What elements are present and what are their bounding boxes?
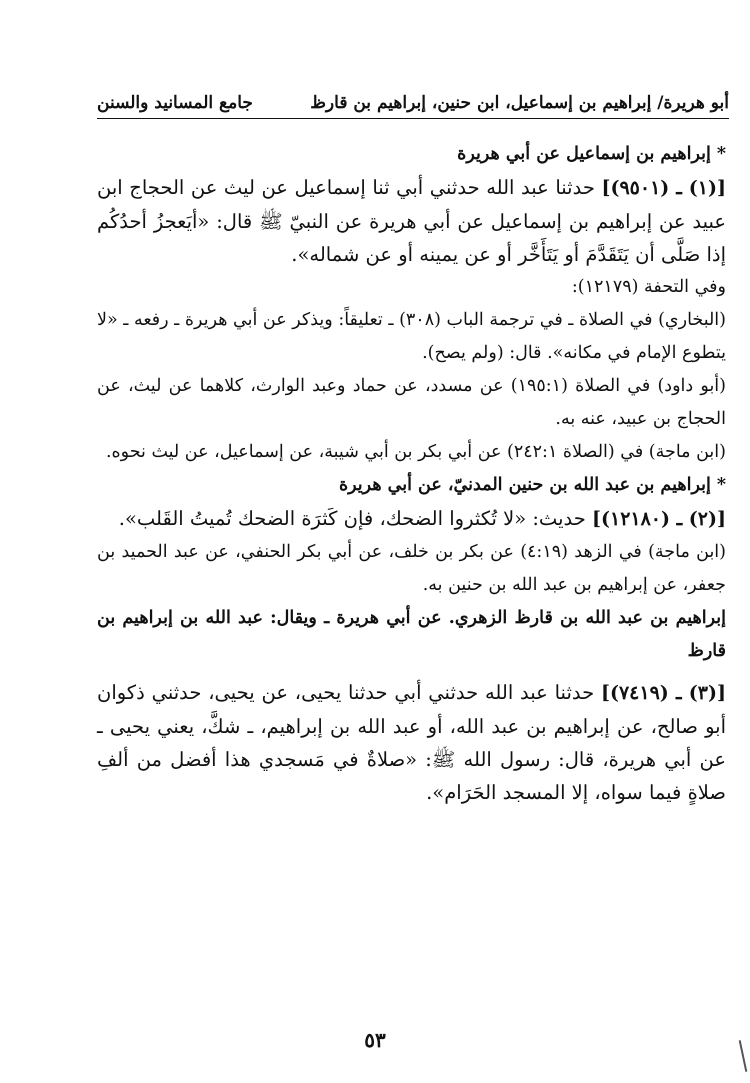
- header-divider: [97, 118, 729, 119]
- hadith-number: [(١) ـ (٩٥٠١)]: [601, 177, 726, 199]
- tuhfa-reference: وفي التحفة (١٢١٧٩):: [571, 277, 726, 297]
- header-chapter-title: أبو هريرة/ إبراهيم بن إسماعيل، ابن حنين، إبراهيم بن قارظ: [310, 93, 729, 113]
- section-heading-1: [97, 138, 726, 171]
- reference-ibn-majah-zuhd: (ابن ماجة) في الزهد (٤:١٩) عن بكر بن خلف، عن أبي بكر الحنفي، عن عبد الحميد بن جعفر، عن إبراهيم بن عبد الله بن حنين به.: [97, 542, 726, 595]
- hadith-text: حديث: «لا تُكثروا الضحك، فإن كَثرَة الضحك تُميتُ القَلب».: [118, 507, 586, 530]
- section-heading-3: إبراهيم بن عبد الله بن قارظ الزهري. عن أبي هريرة ـ ويقال: عبد الله بن إبراهيم بن قارظ: [97, 608, 726, 661]
- hadith-3: [97, 676, 726, 809]
- header-book-title: جامع المسانيد والسنن: [97, 93, 253, 113]
- reference-bukhari: (البخاري) في الصلاة ـ في ترجمة الباب (٣٠٨) ـ تعليقاً: ويذكر عن أبي هريرة ـ رفعه ـ «لا يتطوع الإمام في مكانه». قال: (ولم يصح).: [97, 310, 726, 363]
- page-body: [97, 138, 726, 809]
- hadith-2: [97, 502, 726, 536]
- section-heading-text: إبراهيم بن إسماعيل عن أبي هريرة: [457, 144, 711, 164]
- star-marker: *: [716, 475, 726, 495]
- hadith-1: [97, 171, 726, 271]
- running-header: [97, 88, 729, 118]
- reference-ibn-majah: (ابن ماجة) في (الصلاة ٢٤٢:١) عن أبي بكر بن أبي شيبة، عن إسماعيل، عن ليث نحوه.: [105, 442, 726, 462]
- page-number: ٥٣: [364, 1028, 386, 1052]
- hadith-text: حدثنا عبد الله حدثني أبي حدثنا يحيى، عن يحيى، حدثني ذكوان أبو صالح، عن إبراهيم بن عبد الله، أو عبد الله بن إبراهيم، ـ شكَّ، يعني يحيى ـ عن أبي هريرة، قال: رسول الله ﷺ: «صلاةٌ في مَسجدي هذا أفضل من ألفِ صلاةٍ فيما سواه، إلا المسجد الحَرَام».: [97, 681, 726, 804]
- reference-abu-dawud: (أبو داود) في الصلاة (١٩٥:١) عن مسدد، عن حماد وعبد الوارث، كلاهما عن ليث، عن الحجاج بن عبيد، عنه به.: [97, 376, 727, 429]
- hadith-number: [(٢) ـ (١٢١٨٠)]: [592, 508, 726, 530]
- hadith-text: حدثنا عبد الله حدثني أبي ثنا إسماعيل عن ليث عن الحجاج ابن عبيد عن إبراهيم بن إسماعيل عن أبي هريرة عن النبيّ ﷺ قال: «أيَعجزُ أحدُكُم إذا صَلَّى أن يَتَقَدَّمَ أو يَتَأَخَّر أو عن يمينه أو عن شماله».: [97, 176, 726, 266]
- star-marker: *: [716, 144, 726, 164]
- section-heading-text: إبراهيم بن عبد الله بن حنين المدنيّ، عن أبي هريرة: [338, 475, 711, 495]
- section-heading-2: [97, 469, 726, 502]
- hadith-number: [(٣) ـ (٧٤١٩)]: [600, 682, 726, 704]
